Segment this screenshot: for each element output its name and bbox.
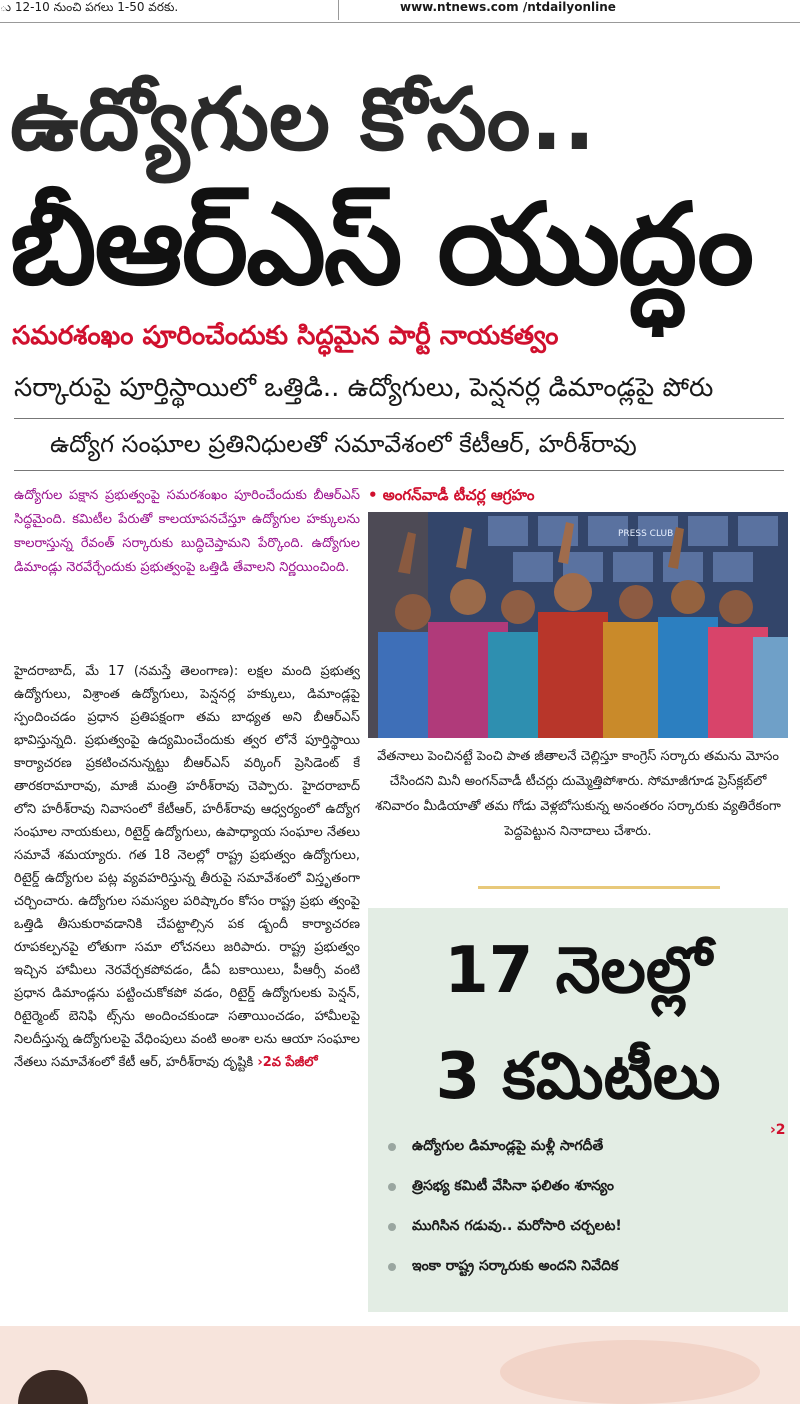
box-bullet-text: త్రిసభ్య కమిటీ వేసినా ఫలితం శూన్యం — [412, 1178, 614, 1194]
committees-box — [368, 908, 788, 1312]
box-bullet-item — [388, 1254, 778, 1294]
box-bullet-item — [388, 1122, 786, 1174]
page-ref-link[interactable]: ›2 — [770, 1122, 786, 1138]
article-body-text — [14, 660, 360, 1074]
top-strip-left-text: ు 12-10 నుంచి పగలు 1-50 వరకు. — [0, 0, 179, 14]
box-bullet-item — [388, 1174, 778, 1214]
bottom-band-divider — [0, 1322, 800, 1326]
bullet-dot-icon — [388, 1143, 396, 1151]
caption-underline — [478, 886, 720, 889]
box-bullet-list — [388, 1122, 786, 1294]
box-title-line-1: 17 నెలల్లో — [444, 934, 712, 1008]
bullet-dot-icon — [388, 1223, 396, 1231]
photo-caption: వేతనాలు పెంచినట్టే పెంచి పాత జీతాలనే చెల్లిస్తూ కాంగ్రెస్ సర్కారు తమను మోసం చేసిందని మినీ అంగన్‌వాడీ టీచర్లు దుమ్మెత్తిపోశారు. సోమాజీగూడ ప్రెస్‌క్లబ్‌లో శనివారం మీడియాతో తమ గోడు వెళ్లబోసుకున్న అనంతరం సర్కారుకు వ్యతిరేకంగా పెద్దపెట్టున నినాదాలు చేశారు. — [375, 749, 781, 839]
article-body — [14, 660, 360, 1300]
deck-line-1: సర్కారుపై పూర్తిస్థాయిలో ఒత్తిడి.. ఉద్యోగులు, పెన్షనర్ల డిమాండ్లపై పోరు — [14, 373, 714, 403]
photo-label: • అంగన్‌వాడీ టీచర్ల ఆగ్రహం — [368, 486, 535, 504]
deck-divider-1 — [14, 418, 784, 419]
protest-photo-illustration — [368, 512, 788, 738]
box-bullet-text: ఉద్యోగుల డిమాండ్లపై మళ్లీ సాగదీతే — [412, 1138, 604, 1154]
box-title-line-2: 3 కమిటీలు — [435, 1040, 721, 1114]
photo-backdrop-text: PRESS CLUB — [618, 529, 674, 539]
red-subhead: సమరశంఖం పూరించేందుకు సిద్ధమైన పార్టీ నాయకత్వం — [12, 321, 559, 351]
top-strip-divider — [338, 0, 339, 20]
news-photo — [368, 512, 788, 738]
lede-text: ఉద్యోగుల పక్షాన ప్రభుత్వంపై సమరశంఖం పూరించేందుకు బీఆర్‌ఎస్ సిద్ధమైంది. కమిటీల పేరుతో కాలయాపనచేస్తూ ఉద్యోగుల హక్కులను కాలరాస్తున్న రేవంత్ సర్కారుకు బుద్ధిచెప్తామని పేర్కొంది. ఉద్యోగుల డిమాండ్లు నెరవేర్చేందుకు ప్రభుత్వంపై ఒత్తిడి తేవాలని నిర్ణయించింది. — [14, 488, 360, 575]
article-body-content: హైదరాబాద్, మే 17 (నమస్తే తెలంగాణ): లక్షల మంది ప్రభుత్వ ఉద్యోగులు, విశ్రాంత ఉద్యోగులు, పెన్షనర్ల హక్కులు, డిమాండ్లపై స్పందించడం ప్రధాన ప్రతిపక్షంగా తమ బాధ్యత అని బీఆర్ఎస్ భావిస్తున్నది. ప్రభుత్వంపై ఉద్యమించేందుకు త్వర లోనే పూర్తిస్థాయి కార్యాచరణ ప్రకటించనున్నట్టు బీఆర్ఎస్ వర్కింగ్ ప్రెసిడెంట్ కే తారకరామారావు, మాజీ మంత్రి హరీశ్‌రావు చెప్పారు. హైదరాబాద్ లోని హరీశ్‌రావు నివాసంలో కేటీఆర్, హరీశ్‌రావు ఆధ్వర్యంలో ఉద్యోగ సంఘాల నాయకులు, రిటైర్డ్ ఉద్యోగులు, ఉపాధ్యాయ సంఘాల నేతలు సమావే శమయ్యారు. గత 18 నెలల్లో రాష్ట్ర ప్రభుత్వం ఉద్యోగులు, రిటైర్డ్ ఉద్యోగుల పట్ల వ్యవహరిస్తున్న తీరుపై సమావేశంలో విస్తృతంగా చర్చించారు. ఉద్యోగుల సమస్యల పరిష్కారం కోసం రాష్ట్ర ప్రభు త్వంపై ఒత్తిడి తీసుకురావడానికి చేపట్టాల్సిన పక డ్బందీ కార్యాచరణ రూపకల్పనపై లోతుగా సమా లోచనలు జరిపారు. రాష్ట్ర ప్రభుత్వం ఇచ్చిన హామీలు నెరవేర్చకపోవడం, డీఏ బకాయిలు, పీఆర్సీ వంటి ప్రధాన డిమాండ్లను పట్టించుకోకపో వడం, రిటైర్డ్ ఉద్యోగులకు పెన్షన్, రిటైర్మెంట్ బెనిఫి ట్స్‌ను అందించకుండా సతాయించడం, హామీలపై నిలదీస్తున్న ఉద్యోగులపై వేధింపులు వంటి అంశా లను ఆయా సంఘాల నేతలు సమావేశంలో కేటీ ఆర్, హరీశ్‌రావు దృష్టికి — [14, 664, 360, 1070]
bullet-dot-icon — [388, 1263, 396, 1271]
deck-line-2: ఉద్యోగ సంఘాల ప్రతినిధులతో సమావేశంలో కేటీఆర్, హరీశ్‌రావు — [50, 430, 637, 458]
top-strip-right-text: www.ntnews.com /ntdailyonline — [400, 0, 616, 14]
deck-divider-2 — [14, 470, 784, 471]
main-headline: బీఆర్ఎస్ యుద్ధం — [10, 180, 753, 310]
box-bullet-text: ముగిసిన గడువు.. మరోసారి చర్చలట! — [412, 1218, 622, 1234]
top-strip — [0, 0, 800, 23]
box-bullet-text: ఇంకా రాష్ట్ర సర్కారుకు అందని నివేదిక — [412, 1258, 619, 1274]
bottom-band-glow — [500, 1340, 760, 1404]
bullet-dot-icon — [388, 1183, 396, 1191]
headline-kicker: ఉద్యోగుల కోసం.. — [10, 70, 596, 170]
lede-paragraph — [14, 484, 360, 644]
box-bullet-item — [388, 1214, 778, 1254]
continued-link[interactable]: ›2వ పేజీలో — [257, 1055, 318, 1070]
